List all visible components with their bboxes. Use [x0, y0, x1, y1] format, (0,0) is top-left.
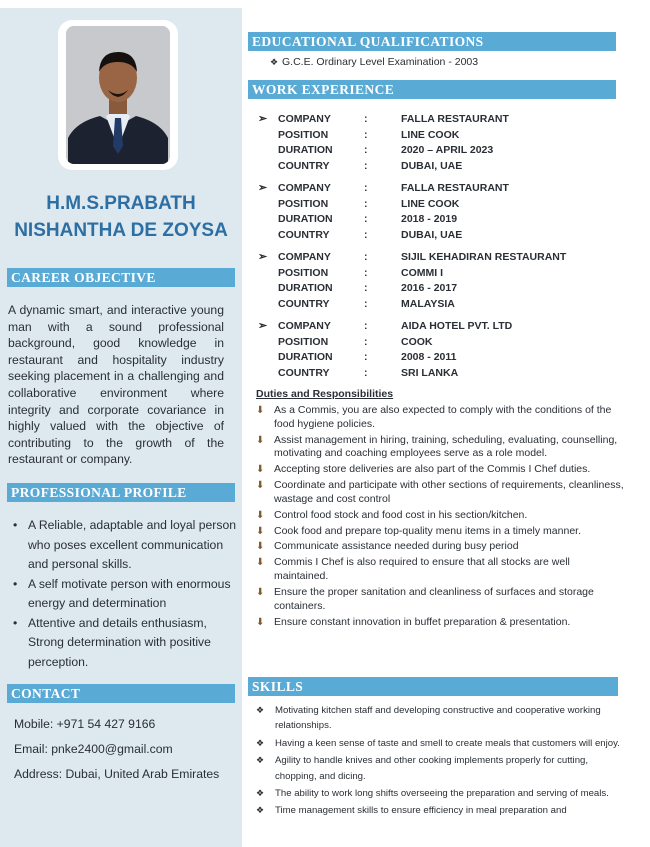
- colon: :: [364, 351, 368, 364]
- colon: :: [364, 266, 368, 279]
- position-key: POSITION: [278, 197, 329, 210]
- colon: :: [364, 144, 368, 157]
- duty-text: Coordinate and participate with other sections of requirements, cleanliness, wastage and cost control: [274, 479, 624, 505]
- job-entry: [258, 250, 638, 313]
- arrow-down-icon: ⬇: [256, 557, 265, 569]
- list-item: [8, 614, 240, 673]
- candidate-name: [0, 190, 242, 244]
- duration-key: DURATION: [278, 282, 333, 295]
- colon: :: [364, 251, 368, 263]
- country-value: SRI LANKA: [401, 367, 459, 380]
- skill-text: Having a keen sense of taste and smell to create meals that customers will enjoy.: [275, 737, 620, 749]
- job-entry: [258, 181, 638, 244]
- company-key: COMPANY: [278, 320, 331, 332]
- company-value: SIJIL KEHADIRAN RESTAURANT: [401, 251, 567, 263]
- contact-mobile: Mobile: +971 54 427 9166: [14, 717, 156, 731]
- duty-text: Ensure constant innovation in buffet preparation & presentation.: [274, 615, 571, 628]
- duration-value: 2008 - 2011: [401, 351, 457, 364]
- duty-text: As a Commis, you are also expected to comply with the conditions of the food hygiene policies.: [274, 404, 612, 430]
- diamond-bullet-icon: ❖: [256, 805, 265, 816]
- duration-value: 2016 - 2017: [401, 282, 458, 295]
- profile-item-text: A self motivate person with enormous energy and determination: [28, 576, 231, 610]
- list-item: [254, 540, 624, 554]
- colon: :: [364, 335, 368, 348]
- education-item: [270, 56, 478, 68]
- position-key: POSITION: [278, 266, 329, 279]
- list-item: [256, 703, 626, 734]
- duty-text: Control food stock and food cost in his section/kitchen.: [274, 508, 528, 521]
- arrow-down-icon: ⬇: [256, 509, 265, 521]
- profile-item-text: Attentive and details enthusiasm, Strong determination with positive perception.: [28, 615, 211, 669]
- duration-key: DURATION: [278, 351, 333, 364]
- list-item: [254, 463, 624, 477]
- duration-value: 2018 - 2019: [401, 213, 458, 226]
- arrow-down-icon: ⬇: [256, 616, 265, 628]
- company-value: AIDA HOTEL PVT. LTD: [401, 320, 513, 332]
- arrow-down-icon: ⬇: [256, 434, 265, 446]
- list-item: [256, 753, 626, 784]
- contact-address: Address: Dubai, United Arab Emirates: [14, 767, 220, 781]
- list-item: [254, 509, 624, 523]
- duty-text: Ensure the proper sanitation and cleanliness of surfaces and storage containers.: [274, 585, 594, 612]
- company-key: COMPANY: [278, 182, 331, 194]
- colon: :: [364, 182, 368, 194]
- list-item: [8, 516, 240, 575]
- company-key: COMPANY: [278, 251, 331, 263]
- duty-text: Assist management in hiring, training, scheduling, evaluating, counselling, motivating and coaching employees serve as a role model.: [274, 433, 618, 460]
- list-item: [254, 556, 624, 583]
- contact-heading: CONTACT: [7, 684, 235, 703]
- arrow-down-icon: ⬇: [256, 586, 265, 598]
- diamond-bullet-icon: ❖: [270, 57, 279, 67]
- skills-list: [256, 703, 626, 821]
- arrow-bullet-icon: ➢: [258, 320, 268, 332]
- bullet-icon: •: [13, 615, 18, 630]
- position-value: LINE COOK: [401, 197, 460, 210]
- list-item: [254, 404, 624, 431]
- duty-text: Cook food and prepare top-quality menu items in a timely manner.: [274, 524, 581, 537]
- list-item: [256, 736, 626, 751]
- duration-key: DURATION: [278, 144, 333, 157]
- list-item: [254, 586, 624, 613]
- colon: :: [364, 298, 368, 311]
- duty-text: Commis I Chef is also required to ensure that all stocks are well maintained.: [274, 556, 570, 583]
- list-item: [254, 434, 624, 461]
- country-key: COUNTRY: [278, 229, 330, 242]
- diamond-bullet-icon: ❖: [256, 755, 265, 766]
- duty-text: Accepting store deliveries are also part of the Commis I Chef duties.: [274, 463, 591, 476]
- colon: :: [364, 229, 368, 242]
- arrow-down-icon: ⬇: [256, 405, 265, 416]
- colon: :: [364, 213, 368, 226]
- candidate-name-line2: NISHANTHA DE ZOYSA: [14, 220, 228, 241]
- list-item: [256, 786, 626, 801]
- colon: :: [364, 113, 368, 125]
- skill-text: The ability to work long shifts overseeing the preparation and serving of meals.: [275, 788, 609, 800]
- bullet-icon: •: [13, 576, 18, 591]
- duties-heading: Duties and Responsibilities: [256, 388, 394, 400]
- position-key: POSITION: [278, 128, 329, 141]
- country-key: COUNTRY: [278, 160, 330, 173]
- duration-value: 2020 – APRIL 2023: [401, 144, 494, 157]
- diamond-bullet-icon: ❖: [256, 737, 265, 748]
- company-key: COMPANY: [278, 113, 331, 125]
- arrow-down-icon: ⬇: [256, 480, 265, 492]
- profile-photo-frame: [58, 20, 178, 170]
- country-value: MALAYSIA: [401, 298, 455, 311]
- contact-email: Email: pnke2400@gmail.com: [14, 742, 173, 756]
- country-value: DUBAI, UAE: [401, 160, 463, 173]
- arrow-down-icon: ⬇: [256, 525, 265, 537]
- job-entry: [258, 112, 638, 175]
- country-key: COUNTRY: [278, 367, 330, 380]
- colon: :: [364, 160, 368, 173]
- skills-heading: SKILLS: [248, 677, 618, 696]
- position-key: POSITION: [278, 335, 329, 348]
- candidate-name-line1: H.M.S.PRABATH: [46, 193, 196, 214]
- position-value: COMMI I: [401, 266, 443, 279]
- colon: :: [364, 128, 368, 141]
- list-item: [254, 525, 624, 539]
- diamond-bullet-icon: ❖: [256, 788, 265, 799]
- profile-item-text: A Reliable, adaptable and loyal person who poses excellent communication and personal skills.: [28, 518, 237, 571]
- professional-profile-heading: PROFESSIONAL PROFILE: [7, 483, 235, 502]
- duty-text: Communicate assistance needed during busy period: [274, 540, 519, 553]
- professional-profile-list: [8, 516, 240, 672]
- education-item-text: G.C.E. Ordinary Level Examination - 2003: [282, 56, 479, 68]
- colon: :: [364, 197, 368, 210]
- duties-list: [254, 404, 624, 631]
- company-value: FALLA RESTAURANT: [401, 113, 509, 125]
- list-item: [256, 803, 626, 818]
- person-portrait-icon: [66, 26, 170, 164]
- duration-key: DURATION: [278, 213, 333, 226]
- list-item: [254, 479, 624, 506]
- career-objective-heading: CAREER OBJECTIVE: [7, 268, 235, 287]
- skill-text: Time management skills to ensure efficiency in meal preparation and: [275, 805, 567, 817]
- colon: :: [364, 320, 368, 332]
- profile-photo: [66, 26, 170, 164]
- bullet-icon: •: [13, 518, 18, 532]
- country-key: COUNTRY: [278, 298, 330, 311]
- diamond-bullet-icon: ❖: [256, 705, 265, 715]
- position-value: COOK: [401, 335, 433, 348]
- company-value: FALLA RESTAURANT: [401, 182, 509, 194]
- job-entry: [258, 319, 638, 382]
- skill-text: Motivating kitchen staff and developing constructive and cooperative working relationships.: [275, 705, 601, 732]
- colon: :: [364, 367, 368, 380]
- arrow-down-icon: ⬇: [256, 541, 265, 553]
- arrow-bullet-icon: ➢: [258, 113, 268, 125]
- country-value: DUBAI, UAE: [401, 229, 463, 242]
- list-item: [254, 616, 624, 630]
- career-objective-text: A dynamic smart, and interactive young man with a sound professional background, good knowledge in restaurant and hospitality industry seeking placement in a challenging and collaborative environment where integrity and corporate covariance in highly valued with the objective of contributing to the growth of the restaurant or company.: [8, 303, 224, 467]
- arrow-bullet-icon: ➢: [258, 251, 268, 263]
- work-experience-heading: WORK EXPERIENCE: [248, 80, 616, 99]
- list-item: [8, 575, 240, 614]
- skill-text: Agility to handle knives and other cooking implements properly for cutting, chopping, and dicing.: [275, 755, 589, 782]
- arrow-bullet-icon: ➢: [258, 182, 268, 194]
- colon: :: [364, 282, 368, 295]
- arrow-down-icon: ⬇: [256, 464, 265, 476]
- position-value: LINE COOK: [401, 128, 460, 141]
- educational-qualifications-heading: EDUCATIONAL QUALIFICATIONS: [248, 32, 616, 51]
